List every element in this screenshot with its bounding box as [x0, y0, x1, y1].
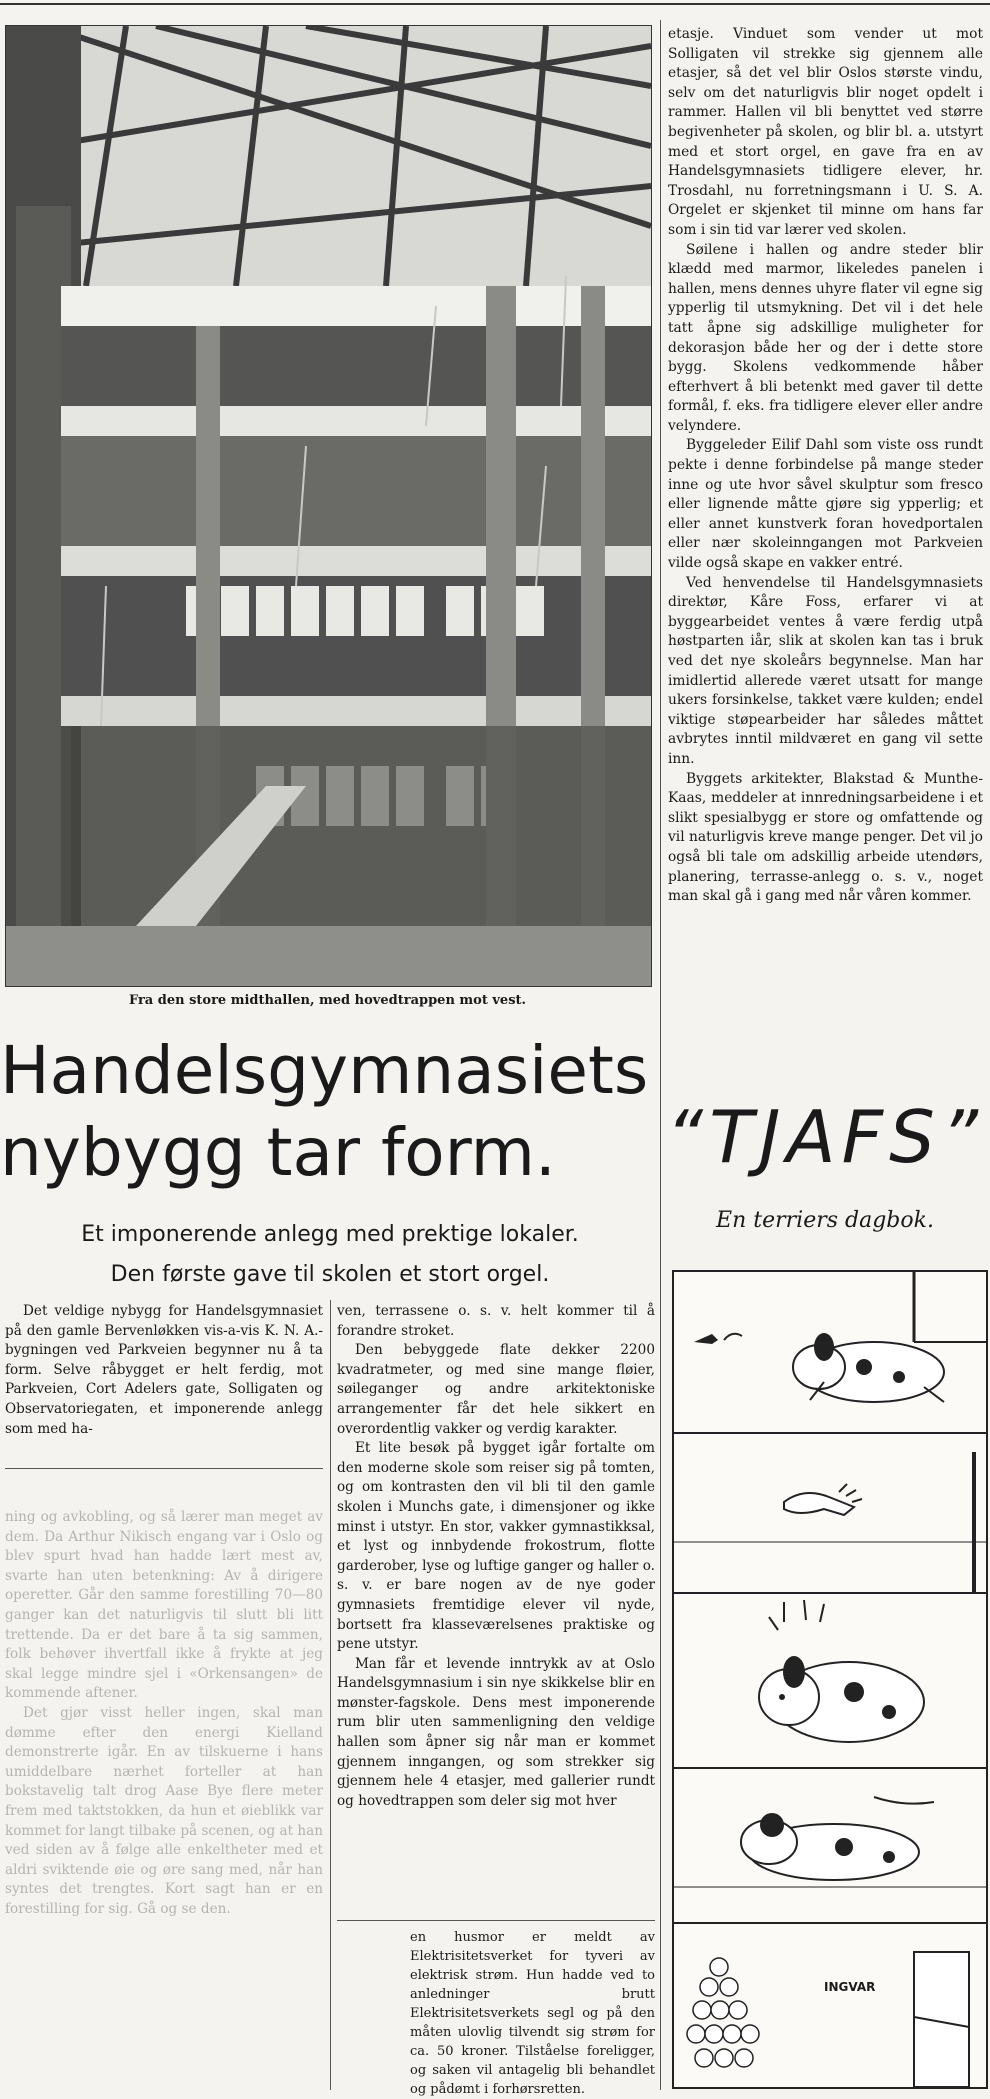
- headline-line-1: Handelsgymnasiets: [0, 1032, 649, 1109]
- sidebar-rule: [660, 20, 661, 2090]
- notice-paragraph: en husmor er meldt av Elektrisitetsverket for tyveri av elektrisk strøm. Hun hadde ved to anledninger brutt Elektrisitetsverkets segl og på den måten ulovlig tilvendt sig strøm for ca. 50 kroner. Tilståelse foreligger, og saken vil antagelig bli behandlet og pådømt i forhørsretten.: [410, 1930, 655, 2097]
- column-rule: [330, 1300, 331, 2090]
- notice-divider: [337, 1920, 655, 1921]
- faded-column: [5, 1508, 323, 1919]
- article-column-1: [5, 1302, 323, 1439]
- article-column-2: [337, 1302, 655, 1811]
- comic-signature: INGVAR: [824, 1980, 876, 1994]
- paragraph: Søilene i hallen og andre steder blir klædd med marmor, likeledes panelen i hallen, mens dennes uhyre flater vil egne sig ypperlig til utsmykning. Det vil i det hele tatt åpne sig adskillige muligheter for dekorasjon både her og der i dette store bygg. Skolens vedkommende håber efterhvert å bli betenkt med gaver til dette formål, f. eks. fra tidligere elever eller andre velyndere.: [668, 241, 983, 434]
- paragraph: Man får et levende inntrykk av at Oslo Handelsgymnasium i sin nye skikkelse blir en mønster-fagskole. Dens mest imponerende rum blir uten sammenligning den veldige hallen som åpner sig når man er kommet gjennem inngangen, og som strekker sig gjennem hele 4 etasjer, med gallerier rundt og hovedtrappen som deler sig mot hver: [337, 1655, 655, 1809]
- comic-panel-5: [674, 1922, 986, 2087]
- notice-column: [410, 1928, 655, 2099]
- paragraph: Ved henvendelse til Handelsgymnasiets direktør, Kåre Foss, erfarer vi at byggearbeidet ventes å være ferdig utpå høstparten iår, slik at skolen kan tas i bruk ved det nye skoleårs begynnelse. Man har imidlertid allerede været utsatt for mange ukers forsinkelse, takket være kulden; endel viktige støpearbeider har således måttet avbrytes inntil mildværet en gang vil sette inn.: [668, 574, 983, 767]
- paragraph: Byggets arkitekter, Blakstad & Munthe-Kaas, meddeler at innredningsarbeidene i et slikt spesialbygg er store og omfattende og vil naturligvis kreve mange penger. Det vil jo også bli tale om adskillig arbeide utendørs, planering, terrasse-anlegg o. s. v., noget man skal gå i gang med når våren kommer.: [668, 770, 983, 905]
- subheadline-2: Den første gave til skolen et stort orgel.: [110, 1262, 550, 1287]
- comic-panel-4: [674, 1767, 986, 1924]
- article-column-3: [668, 25, 983, 907]
- subheadline-1: Et imponerende anlegg med prektige lokaler.: [81, 1222, 579, 1247]
- comic-panel-2: [674, 1432, 986, 1594]
- paragraph: Byggeleder Eilif Dahl som viste oss rundt pekte i denne forbindelse på mange steder inne og ute hvor såvel skulptur som fresco eller lignende måtte gjøre sig ypperlig; et eller annet kunstverk foran hovedportalen eller nær skoleinngangen mot Parkveien vilde også skape en vakker entré.: [668, 437, 983, 572]
- construction-photo: [5, 25, 652, 987]
- faded-paragraph-1: ning og avkobling, og så lærer man meget av dem. Da Arthur Nikisch engang var i Oslo og blev spurt hvad han hadde lært mest av, svarte han uten betenkning: Av å dirigere operetter. Går den samme forestilling 70—80 ganger kan det naturligvis til slutt bli litt trettende. Da er det bare å ta sig sammen, folk behøver ihvertfall ikke å frykte at jeg skal legge mindre sjel i «Orkensangen» de kommende aftener.: [5, 1509, 323, 1702]
- comic-title: “TJAFS”: [665, 1095, 985, 1179]
- comic-panel-3: [674, 1592, 986, 1769]
- paragraph: etasje. Vinduet som vender ut mot Solligaten vil strekke sig gjennem alle etasjer, så det vel blir Oslos største vindu, selv om det naturligvis blir noget opdelt i rammer. Hallen vil bli benyttet ved større begivenheter på skolen, og blir bl. a. utstyrt med et stort orgel, en gave fra en av Handelsgymnasiets tidligere elever, hr. Trosdahl, nu forretningsmann i U. S. A. Orgelet er skjenket til minne om hans far som i sin tid var lærer ved skolen.: [668, 26, 983, 238]
- paragraph: Et lite besøk på bygget igår fortalte om den moderne skole som reiser sig på tomten, og om kontrasten den vil bli til den gamle skolen i Munchs gate, i dimensjoner og ikke minst i utstyr. En stor, vakker gymnastikksal, et lyst og innbydende frokostrum, flotte garderober, lyse og luftige ganger og haller o. s. v. er bare nogen av de nye goder gymnasiets fremtidige elever vil nyde, bortsett fra klasseværelsenes praktiske og pene utstyr.: [337, 1440, 655, 1653]
- comic-subtitle: En terriers dagbok.: [716, 1208, 934, 1233]
- paragraph: Den bebyggede flate dekker 2200 kvadratmeter, og med sine mange fløier, søileganger og andre arkitektoniske arrangementer får det hele sikkert en overordentlig vakker og verdig karakter.: [337, 1342, 655, 1437]
- comic-strip: [672, 1270, 988, 2089]
- comic-panel-1: [674, 1272, 986, 1434]
- column-divider: [5, 1468, 323, 1469]
- paragraph: Det veldige nybygg for Handelsgymnasiet på den gamle Bervenløkken vis-a-vis K. N. A.-bygningen ved Parkveien begynner nu å ta form. Selve råbygget er helt ferdig, mot Parkveien, Cort Adelers gate, Solligaten og Observatoriegaten, et imponerende anlegg som med ha-: [5, 1303, 323, 1437]
- headline: [0, 1030, 660, 1194]
- headline-line-2: nybygg tar form.: [0, 1114, 556, 1191]
- photo-caption: Fra den store midthallen, med hovedtrappen mot vest.: [128, 993, 527, 1008]
- top-rule: [0, 3, 990, 5]
- paragraph: ven, terrassene o. s. v. helt kommer til å forandre stroket.: [337, 1303, 655, 1339]
- faded-paragraph-2: Det gjør visst heller ingen, skal man dømme efter den energi Kielland demonstrerte igår. En av tilskuerne i hans umiddelbare nærhet forteller at han bokstavelig talt drog Aase Bye flere meter frem med taktstokken, da hun et øieblikk var kommet for langt tilbake på scenen, og at han ved siden av å følge alle enkeltheter med et aldri sviktende øie og øre sang med, når han syntes det trengtes. Kort sagt han er en forestilling for sig. Gå og se den.: [5, 1704, 323, 1917]
